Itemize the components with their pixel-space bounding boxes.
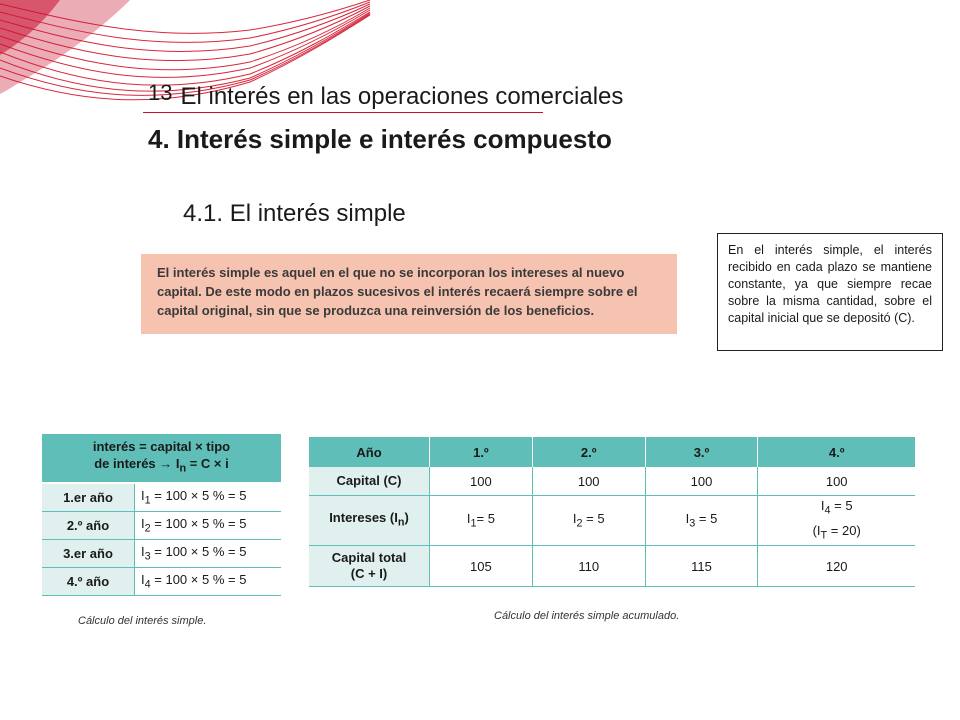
definition-text: es aquel en el que no se incorporan los intereses al nuevo capital. De este modo en plazos sucesivos el interés recaerá siempre sobre el capital original, sin que se produzca una reinversión de los beneficios. [157, 265, 638, 318]
formula-header: interés = capital × tipo de interés → $I_n = C \times i$ [42, 434, 281, 483]
chapter-underline [143, 112, 543, 113]
interest-calc: $I_1 = 100 \times 5$ % = 5 [135, 483, 282, 512]
chapter-number: 13 [148, 80, 173, 105]
definition-box [141, 254, 677, 334]
row-label: Capital total (C + I) [309, 546, 430, 587]
table-cell: $I_3 = 5$ [645, 496, 758, 546]
accumulated-interest-table [309, 437, 915, 587]
table-cell: $I_1= 5$ [430, 496, 533, 546]
simple-interest-table [42, 434, 281, 596]
table-cell: $I_4 = 5$ $(I_T = 20)$ [758, 496, 915, 546]
table-cell: 100 [758, 467, 915, 496]
table-row [42, 568, 281, 596]
interest-calc: $I_2 = 100 \times 5$ % = 5 [135, 512, 282, 540]
year-label: 1.er año [42, 483, 135, 512]
side-note-text: En el interés simple, el interés recibido en cada plazo se mantiene constante, ya que siempre recae sobre la misma cantidad, sobre el capital inicial que se depositó (C). [728, 243, 932, 325]
table-row [42, 540, 281, 568]
table-cell: 110 [532, 546, 645, 587]
subsection-title: 4.1. El interés simple [183, 200, 406, 227]
column-header: 4.º [758, 437, 915, 467]
table-row [42, 483, 281, 512]
chapter-heading [148, 80, 624, 111]
table-cell: 115 [645, 546, 758, 587]
section-title: 4. Interés simple e interés compuesto [148, 124, 612, 154]
table-cell: 100 [430, 467, 533, 496]
chapter-title: El interés en las operaciones comerciales [180, 83, 624, 110]
table-cell: 105 [430, 546, 533, 587]
interest-calc: $I_4 = 100 \times 5$ % = 5 [135, 568, 282, 596]
year-label: 4.º año [42, 568, 135, 596]
table-cell: 120 [758, 546, 915, 587]
right-table-caption: Cálculo del interés simple acumulado. [494, 610, 680, 622]
table-cell: 100 [532, 467, 645, 496]
table-row [42, 512, 281, 540]
table-cell: 100 [645, 467, 758, 496]
year-label: 2.º año [42, 512, 135, 540]
year-label: 3.er año [42, 540, 135, 568]
interest-calc: $I_3 = 100 \times 5$ % = 5 [135, 540, 282, 568]
left-table-caption: Cálculo del interés simple. [78, 615, 207, 627]
total-row [309, 546, 915, 587]
row-label: Capital (C) [309, 467, 430, 496]
column-header: 3.º [645, 437, 758, 467]
row-label: Intereses $(I_n)$ [309, 496, 430, 546]
column-header: 2.º [532, 437, 645, 467]
side-note-box [717, 233, 943, 351]
column-header: 1.º [430, 437, 533, 467]
capital-row [309, 467, 915, 496]
column-header: Año [309, 437, 430, 467]
table-cell: $I_2 = 5$ [532, 496, 645, 546]
interest-row [309, 496, 915, 546]
definition-term: El interés simple [157, 265, 261, 280]
